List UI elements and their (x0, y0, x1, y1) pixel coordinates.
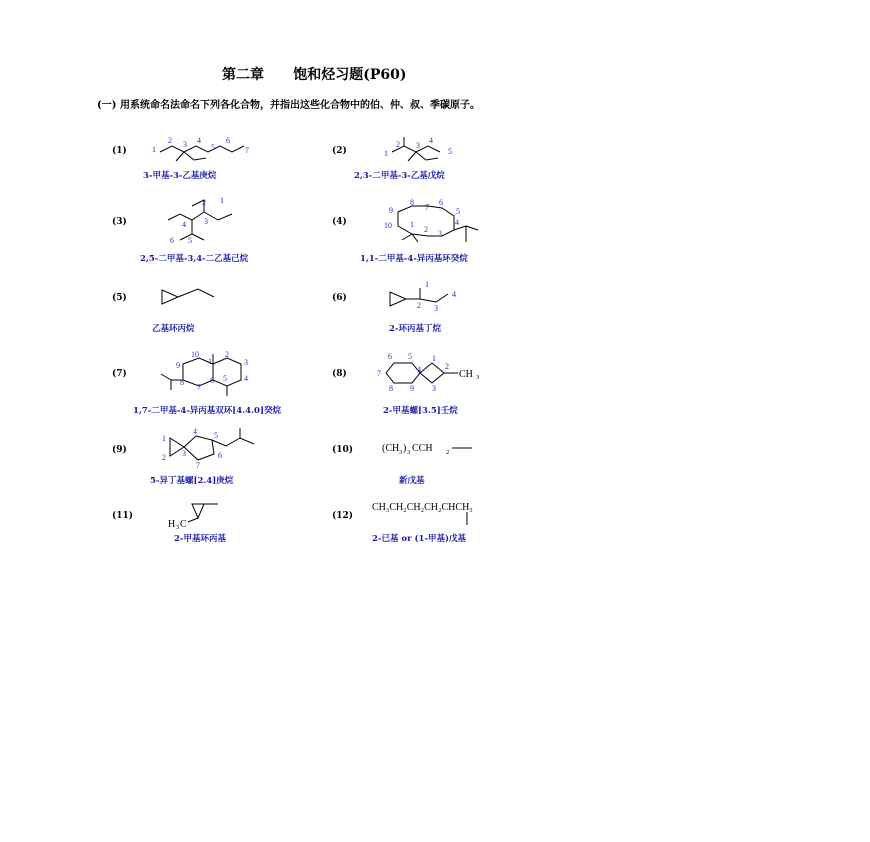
compound-name-1: 3-甲基-3-乙基庚烷 (143, 171, 217, 181)
atom-label: 5 (448, 147, 452, 156)
atom-label: 3 (432, 384, 436, 393)
atom-label: 2 (396, 140, 400, 149)
item-number-7: (7) (112, 369, 127, 379)
atom-label: 6 (218, 451, 222, 460)
structure-2 (380, 134, 470, 174)
formula-12: CH₃CH₂CH₂CH₂CHCH₃ (372, 502, 473, 513)
item-number-12: (12) (332, 511, 354, 521)
formula-subscript: 3 (399, 449, 403, 456)
atom-label: 5 (408, 352, 412, 361)
atom-label: 4 (182, 220, 186, 229)
atom-label: 3 (204, 217, 208, 226)
atom-label: 7 (196, 461, 200, 470)
structure-1 (150, 134, 260, 174)
atom-label: 3 (182, 449, 186, 458)
atom-label: 4 (455, 218, 459, 227)
compound-name-7: 1,7-二甲基-4-异丙基双环[4.4.0]癸烷 (133, 406, 281, 416)
structure-4 (384, 196, 484, 252)
item-number-6: (6) (332, 293, 347, 303)
structure-7 (155, 346, 255, 402)
methyl-subscript: 3 (176, 524, 180, 531)
compound-name-5: 乙基环丙烷 (152, 324, 195, 334)
atom-label: 5 (223, 374, 227, 383)
formula-subscript: 2 (446, 449, 450, 456)
atom-label: 8 (389, 384, 393, 393)
structure-5 (158, 284, 218, 308)
atom-label: 6 (439, 198, 443, 207)
methyl-group-tail: C (180, 519, 187, 530)
atom-label: 3 (434, 304, 438, 313)
item-number-4: (4) (332, 217, 347, 227)
atom-label: 1 (432, 354, 436, 363)
atom-label: 4 (197, 136, 201, 145)
question-intro: (一) 用系统命名法命名下列各化合物，并指出这些化合物中的伯、仲、叔、季碳原子。 (97, 100, 480, 111)
item-number-8: (8) (332, 369, 347, 379)
item-number-1: (1) (112, 146, 127, 156)
atom-label: 6 (210, 376, 214, 385)
formula-part: (CH (382, 443, 400, 454)
atom-label: 5 (211, 143, 215, 152)
atom-label: 7 (245, 146, 249, 155)
atom-label: 6 (170, 236, 174, 245)
atom-label: 10 (384, 221, 392, 230)
structure-6 (386, 280, 466, 316)
atom-label: 6 (388, 352, 392, 361)
formula-part: ) (403, 443, 407, 454)
atom-label: 10 (191, 350, 199, 359)
structure-10 (380, 438, 480, 458)
atom-label: 1 (162, 434, 166, 443)
page-title: 第二章 饱和烃习题(P60) (222, 67, 407, 83)
atom-label: 1 (152, 145, 156, 154)
atom-label: 4 (452, 290, 456, 299)
atom-label: 2 (162, 453, 166, 462)
structure-11 (166, 496, 246, 530)
atom-label: 2 (417, 301, 421, 310)
atom-label: 2 (424, 225, 428, 234)
atom-label: 2 (445, 362, 449, 371)
formula-part: CCH (412, 443, 433, 454)
atom-label: 1 (410, 220, 414, 229)
structure-8 (376, 350, 486, 396)
atom-label: 4 (417, 365, 421, 374)
atom-label: 3 (244, 358, 248, 367)
atom-label: 3 (416, 141, 420, 150)
compound-name-3: 2,5-二甲基-3,4-二乙基己烷 (140, 254, 249, 264)
atom-label: 7 (197, 383, 201, 392)
atom-label: 9 (176, 361, 180, 370)
atom-label: 4 (429, 136, 433, 145)
compound-name-9: 5-异丁基螺[2.4]庚烷 (150, 476, 234, 486)
compound-name-12: 2-已基 or (1-甲基)戊基 (372, 534, 466, 544)
methyl-group: H (168, 519, 176, 530)
item-number-9: (9) (112, 445, 127, 455)
compound-name-6: 2-环丙基丁烷 (389, 324, 441, 334)
atom-label: 2 (202, 198, 206, 207)
atom-label: 4 (193, 427, 197, 436)
methyl-subscript: 3 (476, 374, 480, 381)
atom-label: 5 (188, 236, 192, 245)
atom-label: 5 (214, 431, 218, 440)
structure-9 (158, 426, 258, 470)
compound-name-8: 2-甲基螺[3.5]壬烷 (383, 406, 458, 416)
compound-name-2: 2,3-二甲基-3-乙基戊烷 (354, 171, 445, 181)
atom-label: 4 (244, 374, 248, 383)
atom-label: 5 (456, 207, 460, 216)
branch-bond-12 (460, 512, 470, 526)
structure-3 (160, 194, 250, 250)
atom-label: 9 (410, 384, 414, 393)
atom-label: 8 (410, 198, 414, 207)
methyl-group: CH (459, 369, 473, 380)
item-number-3: (3) (112, 217, 127, 227)
compound-name-4: 1,1-二甲基-4-异丙基环癸烷 (360, 254, 468, 264)
atom-label: 2 (225, 350, 229, 359)
atom-label: 2 (168, 136, 172, 145)
compound-name-10: 新戊基 (399, 476, 425, 486)
atom-label: 1 (220, 196, 224, 205)
item-number-11: (11) (112, 511, 134, 521)
formula-subscript: 3 (407, 449, 411, 456)
atom-label: 1 (384, 149, 388, 158)
item-number-2: (2) (332, 146, 347, 156)
atom-label: 3 (438, 229, 442, 238)
item-number-5: (5) (112, 293, 127, 303)
atom-label: 7 (377, 369, 381, 378)
atom-label: 6 (226, 136, 230, 145)
atom-label: 3 (183, 140, 187, 149)
atom-label: 1 (425, 280, 429, 289)
atom-label: 1 (208, 357, 212, 366)
atom-label: 7 (425, 203, 429, 212)
atom-label: 9 (389, 206, 393, 215)
item-number-10: (10) (332, 445, 354, 455)
atom-label: 8 (180, 378, 184, 387)
compound-name-11: 2-甲基环丙基 (174, 534, 226, 544)
